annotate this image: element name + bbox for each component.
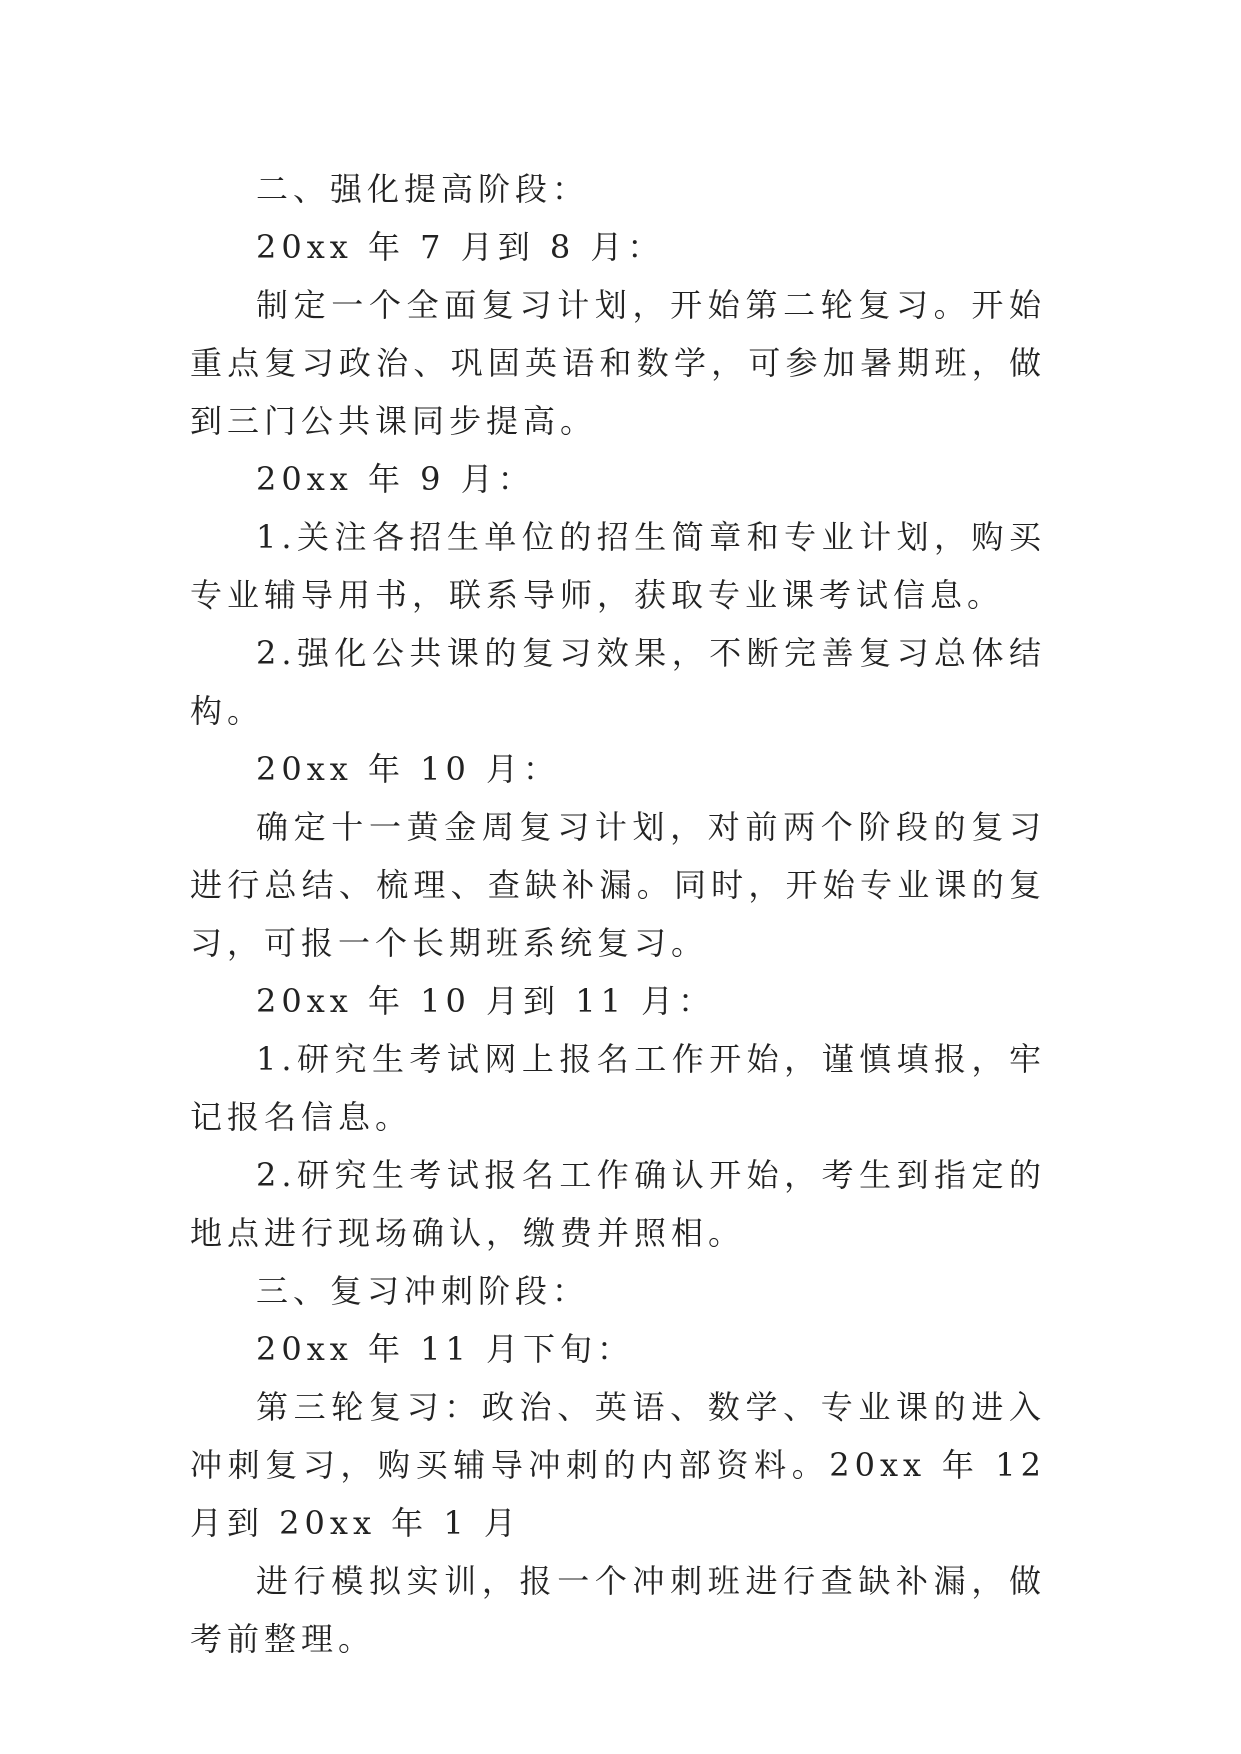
date-heading: 20xx 年 10 月到 11 月： (256, 982, 716, 1020)
body-paragraph: 制定一个全面复习计划，开始第二轮复习。开始重点复习政治、巩固英语和数学，可参加暑期班，做到三门公共课同步提高。 (190, 286, 1046, 440)
body-paragraph: 进行模拟实训，报一个冲刺班进行查缺补漏，做考前整理。 (190, 1562, 1046, 1658)
list-item: 2.研究生考试报名工作确认开始，考生到指定的地点进行现场确认，缴费并照相。 (190, 1156, 1046, 1252)
section-heading-strengthen: 二、强化提高阶段： (256, 170, 590, 208)
date-heading: 20xx 年 7 月到 8 月： (256, 228, 665, 266)
body-paragraph: 第三轮复习：政治、英语、数学、专业课的进入冲刺复习，购买辅导冲刺的内部资料。20xx 年 12 月到 20xx 年 1 月 (190, 1388, 1046, 1542)
document-body (190, 160, 1046, 1668)
date-heading: 20xx 年 11 月下旬： (256, 1330, 635, 1368)
section-heading-sprint: 三、复习冲刺阶段： (256, 1272, 590, 1310)
list-item: 1.关注各招生单位的招生简章和专业计划，购买专业辅导用书，联系导师，获取专业课考试信息。 (190, 518, 1046, 614)
list-item: 1.研究生考试网上报名工作开始，谨慎填报，牢记报名信息。 (190, 1040, 1046, 1136)
body-paragraph: 确定十一黄金周复习计划，对前两个阶段的复习进行总结、梳理、查缺补漏。同时，开始专业课的复习，可报一个长期班系统复习。 (190, 808, 1046, 962)
date-heading: 20xx 年 10 月： (256, 750, 561, 788)
list-item: 2.强化公共课的复习效果，不断完善复习总体结构。 (190, 634, 1046, 730)
date-heading: 20xx 年 9 月： (256, 460, 535, 498)
